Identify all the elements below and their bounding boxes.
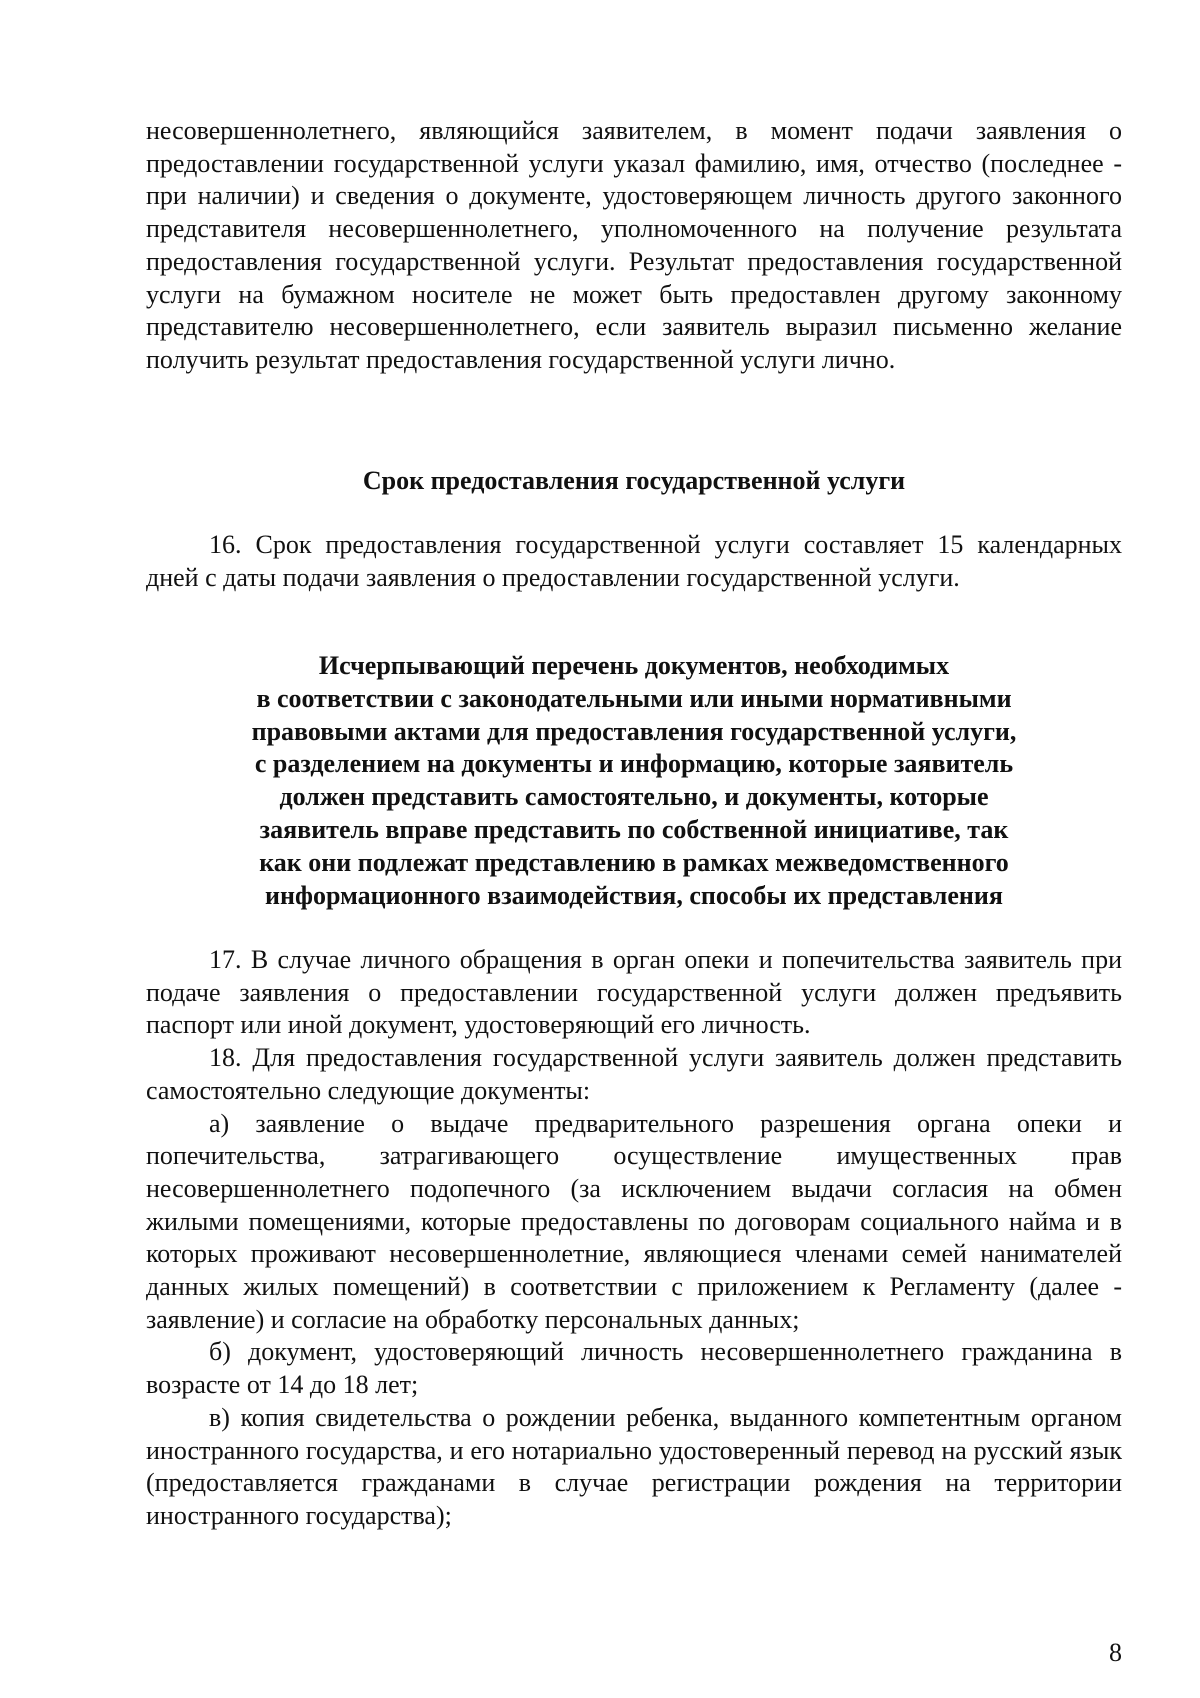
intro-paragraph: несовершеннолетнего, являющийся заявителем, в момент подачи заявления о предоставлении государственной услуги указал фамилию, имя, отчество (последнее - при наличии) и сведения о документе, удостоверяющем личность другого законного представителя несовершеннолетнего, уполномоченного на получение результата предоставления государственной услуги. Результат предоставления государственной услуги на бумажном носителе не может быть предоставлен другому законному представителю несовершеннолетнего, если заявитель выразил письменно желание получить результат предоставления государственной услуги лично. <box>146 116 1122 374</box>
heading-line: правовыми актами для предоставления государственной услуги, <box>251 716 1017 746</box>
heading-line: в соответствии с законодательными или иными нормативными <box>256 683 1012 713</box>
list-item-v: в) копия свидетельства о рождении ребенка, выданного компетентным органом иностранного государства, и его нотариально удостоверенный перевод на русский язык (предоставляется гражданами в случае регистрации рождения на территории иностранного государства); <box>146 1402 1122 1530</box>
page-number: 8 <box>1109 1638 1122 1667</box>
paragraph-16-block <box>146 529 1122 594</box>
intro-block <box>146 115 1122 377</box>
section-heading-documents-list <box>146 650 1122 912</box>
heading-line: заявитель вправе представить по собственной инициативе, так <box>259 814 1009 844</box>
paragraph-18: 18. Для предоставления государственной услуги заявитель должен представить самостоятельно следующие документы: <box>146 1043 1122 1105</box>
heading-line: Исчерпывающий перечень документов, необходимых <box>318 651 950 680</box>
section-heading-service-term: Срок предоставления государственной услуги <box>362 466 906 495</box>
heading-line: должен представить самостоятельно, и документы, которые <box>279 782 989 812</box>
documents-block <box>146 944 1122 1533</box>
heading-line: с разделением на документы и информацию, которые заявитель <box>254 749 1014 779</box>
heading-line: информационного взаимодействия, способы их представления <box>265 880 1003 910</box>
paragraph-16: 16. Срок предоставления государственной услуги составляет 15 календарных дней с даты подачи заявления о предоставлении государственной услуги. <box>146 530 1122 592</box>
list-item-b: б) документ, удостоверяющий личность несовершеннолетнего гражданина в возрасте от 14 до 18 лет; <box>146 1337 1122 1400</box>
paragraph-17: 17. В случае личного обращения в орган опеки и попечительства заявитель при подаче заявления о предоставлении государственной услуги должен предъявить паспорт или иной документ, удостоверяющий его личность. <box>146 945 1122 1040</box>
heading-line: как они подлежат представлению в рамках межведомственного <box>259 847 1009 877</box>
list-item-a: а) заявление о выдаче предварительного разрешения органа опеки и попечительства, затрагивающего осуществление имущественных прав несовершеннолетнего подопечного (за исключением выдачи согласия на обмен жилыми помещениями, которые предоставлены по договорам социального найма и в которых проживают несовершеннолетние, являющиеся членами семей нанимателей данных жилых помещений) в соответствии с приложением к Регламенту (далее - заявление) и согласие на обработку персональных данных; <box>146 1108 1122 1334</box>
